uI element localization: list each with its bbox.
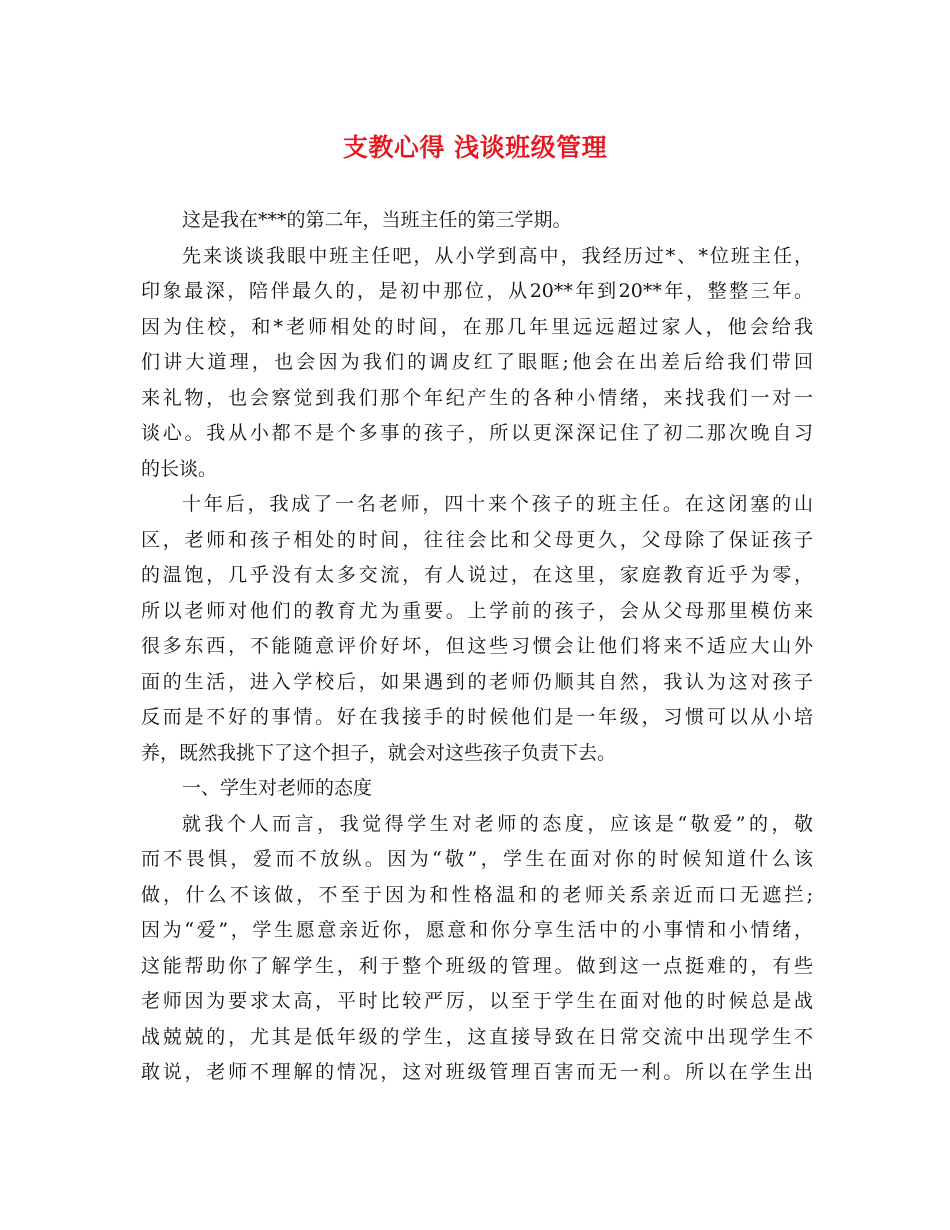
text-line: 反而是不好的事情。好在我接手的时候他们是一年级，习惯可以从小培 bbox=[141, 706, 813, 728]
text-line: 这能帮助你了解学生，利于整个班级的管理。做到这一点挺难的，有些 bbox=[141, 954, 813, 977]
text-line: 区，老师和孩子相处的时间，往往会比和父母更久，父母除了保证孩子 bbox=[141, 528, 813, 551]
text-line: 的长谈。 bbox=[141, 457, 218, 480]
text-line: 面的生活，进入学校后，如果遇到的老师仍顺其自然，我认为这对孩子 bbox=[141, 670, 813, 693]
text-line: 的温饱，几乎没有太多交流，有人说过，在这里，家庭教育近乎为零， bbox=[141, 564, 813, 586]
text-line: 做，什么不该做，不至于因为和性格温和的老师关系亲近而口无遮拦; bbox=[141, 883, 813, 906]
text-line: 这是我在***的第二年，当班主任的第三学期。 bbox=[182, 209, 572, 231]
text-line: 印象最深，陪伴最久的，是初中那位，从20**年到20**年，整整三年。 bbox=[141, 280, 813, 302]
text-line: 老师因为要求太高，平时比较严厉，以至于学生在面对他的时候总是战 bbox=[141, 990, 813, 1012]
text-line: 来礼物，也会察觉到我们那个年纪产生的各种小情绪，来找我们一对一 bbox=[141, 386, 813, 409]
text-line: 十年后，我成了一名老师，四十来个孩子的班主任。在这闭塞的山 bbox=[182, 493, 813, 515]
text-line: 谈心。我从小都不是个多事的孩子，所以更深深记住了初二那次晚自习 bbox=[141, 422, 813, 444]
text-line: 而不畏惧，爱而不放纵。因为“敬”，学生在面对你的时候知道什么该 bbox=[141, 848, 813, 870]
text-line: 战兢兢的，尤其是低年级的学生，这直接导致在日常交流中出现学生不 bbox=[141, 1025, 813, 1048]
text-line: 因为“爱”，学生愿意亲近你，愿意和你分享生活中的小事情和小情绪， bbox=[141, 919, 813, 941]
text-line: 就我个人而言，我觉得学生对老师的态度，应该是“敬爱”的，敬 bbox=[182, 812, 813, 835]
text-line: 一、学生对老师的态度 bbox=[182, 777, 373, 799]
text-line: 们讲大道理，也会因为我们的调皮红了眼眶;他会在出差后给我们带回 bbox=[141, 351, 813, 373]
document-body bbox=[141, 203, 813, 1091]
text-line: 敢说，老师不理解的情况，这对班级管理百害而无一利。所以在学生出 bbox=[141, 1061, 813, 1083]
text-line: 所以老师对他们的教育尤为重要。上学前的孩子，会从父母那里模仿来 bbox=[141, 599, 813, 622]
text-line: 因为住校，和*老师相处的时间，在那几年里远远超过家人，他会给我 bbox=[141, 315, 813, 338]
text-line: 先来谈谈我眼中班主任吧，从小学到高中，我经历过*、*位班主任， bbox=[182, 244, 813, 267]
text-line: 养，既然我挑下了这个担子，就会对这些孩子负责下去。 bbox=[141, 741, 617, 764]
document-title: 支教心得 浅谈班级管理 bbox=[342, 133, 608, 162]
text-line: 很多东西，不能随意评价好坏，但这些习惯会让他们将来不适应大山外 bbox=[141, 635, 813, 657]
